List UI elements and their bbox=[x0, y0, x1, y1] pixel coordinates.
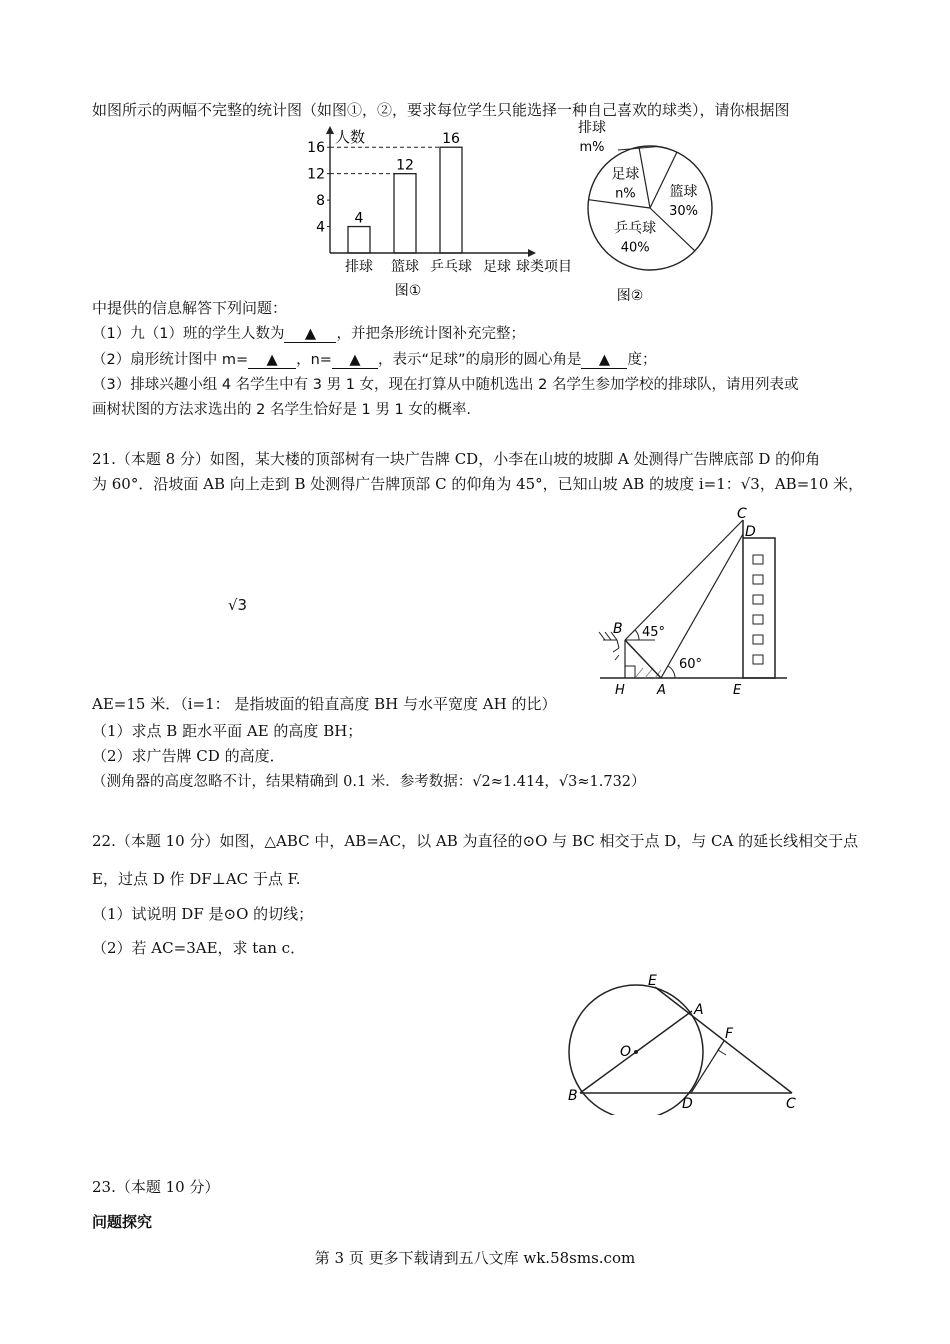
pie-value-label: m% bbox=[579, 140, 605, 155]
q22-question1: （1）试说明 DF 是⊙O 的切线； bbox=[92, 905, 314, 923]
q21-line3: AE=15 米．（i=1： 是指坡面的铅直高度 BH 与水平宽度 AH 的比） bbox=[92, 695, 557, 713]
pie-chart bbox=[570, 112, 720, 307]
pie-label: 篮球 bbox=[669, 183, 698, 200]
answer-blank-m[interactable]: ▲ bbox=[248, 352, 296, 369]
chart-title: 图① bbox=[394, 283, 422, 299]
label-45: 45° bbox=[642, 625, 666, 640]
stray-sqrt: √3 bbox=[228, 596, 248, 614]
pie-label: 排球 bbox=[578, 120, 606, 136]
bar bbox=[348, 227, 370, 253]
pie-value-label: 40% bbox=[620, 240, 650, 256]
q23-subheading: 问题探究 bbox=[92, 1213, 153, 1231]
q21-question1: （1）求点 B 距水平面 AE 的高度 BH； bbox=[92, 722, 363, 740]
category-label: 排球 bbox=[345, 259, 373, 275]
label-A: A bbox=[657, 683, 666, 698]
q23-heading: 23.（本题 10 分） bbox=[92, 1178, 220, 1196]
category-label: 足球 bbox=[483, 259, 511, 275]
x-axis-label: 球类项目 bbox=[516, 259, 572, 275]
category-label: 乒乓球 bbox=[430, 259, 472, 275]
q22-line1: 22.（本题 10 分）如图，△ABC 中，AB=AC，以 AB 为直径的⊙O 与 BC 相交于点 D，与 CA 的延长线相交于点 bbox=[92, 832, 859, 850]
q20-intro: 如图所示的两幅不完整的统计图（如图①，②，要求每位学生只能选择一种自己喜欢的球类），请你根据图 bbox=[92, 101, 790, 119]
bar-chart bbox=[300, 118, 590, 306]
y-tick-label: 4 bbox=[316, 219, 325, 236]
pie-value-label: 30% bbox=[669, 203, 699, 219]
q22-question2: （2）若 AC=3AE，求 tan c． bbox=[92, 939, 306, 957]
label-B2: B bbox=[568, 1088, 578, 1104]
bar bbox=[394, 174, 416, 253]
q21-note: （测角器的高度忽略不计，结果精确到 0.1 米．参考数据：√2≈1.414，√3≈1.732） bbox=[92, 774, 646, 790]
q20-part3-line1: （3）排球兴趣小组 4 名学生中有 3 男 1 女，现在打算从中随机选出 2 名学生参加学校的排球队，请用列表或 bbox=[92, 377, 799, 393]
y-tick-label: 12 bbox=[307, 166, 325, 183]
bar-value-label: 12 bbox=[396, 157, 414, 174]
answer-blank-n[interactable]: ▲ bbox=[332, 352, 378, 369]
label-C: C bbox=[737, 506, 747, 522]
pie-label: 足球 bbox=[611, 166, 640, 183]
q20-intro2: 中提供的信息解答下列问题： bbox=[92, 299, 288, 317]
label-D: D bbox=[745, 524, 756, 540]
q21-line1: 21.（本题 8 分）如图，某大楼的顶部树有一块广告牌 CD，小李在山坡的坡脚 A 处测得广告牌底部 D 的仰角 bbox=[92, 450, 821, 468]
pie-value-label: n% bbox=[615, 186, 636, 202]
q20-part2: （2）扇形统计图中 m= ▲ ，n= ▲ ，表示“足球”的扇形的圆心角是 ▲ 度； bbox=[92, 352, 657, 368]
y-tick-label: 16 bbox=[307, 140, 325, 157]
bar-value-label: 16 bbox=[442, 131, 460, 148]
answer-blank-count[interactable]: ▲ bbox=[284, 326, 336, 343]
label-B: B bbox=[613, 621, 623, 637]
chart-title: 图② bbox=[616, 288, 644, 304]
y-tick-label: 8 bbox=[316, 193, 325, 210]
label-H: H bbox=[615, 683, 625, 698]
circle-figure bbox=[560, 970, 810, 1115]
x-axis-arrow bbox=[528, 249, 536, 257]
q22-line2: E，过点 D 作 DF⊥AC 于点 F. bbox=[92, 870, 301, 888]
label-A2: A bbox=[694, 1002, 704, 1018]
label-E: E bbox=[733, 683, 742, 698]
label-F: F bbox=[725, 1026, 734, 1042]
answer-blank-angle[interactable]: ▲ bbox=[581, 352, 627, 369]
y-axis-label: 人数 bbox=[335, 128, 366, 146]
pie-slice-edge bbox=[639, 147, 650, 208]
category-label: 篮球 bbox=[391, 259, 419, 275]
label-60: 60° bbox=[679, 657, 703, 672]
slope-figure bbox=[595, 500, 795, 700]
q21-question2: （2）求广告牌 CD 的高度． bbox=[92, 747, 285, 765]
bar bbox=[440, 147, 462, 253]
q20-part3-line2: 画树状图的方法求选出的 2 名学生恰好是 1 男 1 女的概率. bbox=[92, 402, 471, 418]
q20-part1: （1）九（1）班的学生人数为 ▲ ，并把条形统计图补充完整； bbox=[92, 326, 525, 342]
page-footer: 第 3 页 更多下载请到五八文库 wk.58sms.com bbox=[314, 1249, 636, 1267]
label-C2: C bbox=[786, 1096, 796, 1112]
bar-value-label: 4 bbox=[354, 210, 364, 227]
label-E2: E bbox=[648, 973, 657, 989]
label-O: O bbox=[620, 1044, 632, 1060]
y-axis-arrow bbox=[326, 126, 334, 134]
pie-label: 乒乓球 bbox=[614, 220, 657, 237]
q21-line2: 为 60°．沿坡面 AB 向上走到 B 处测得广告牌顶部 C 的仰角为 45°，已知山坡 AB 的坡度 i=1：√3，AB=10 米， bbox=[92, 475, 864, 493]
label-D2: D bbox=[682, 1096, 693, 1112]
